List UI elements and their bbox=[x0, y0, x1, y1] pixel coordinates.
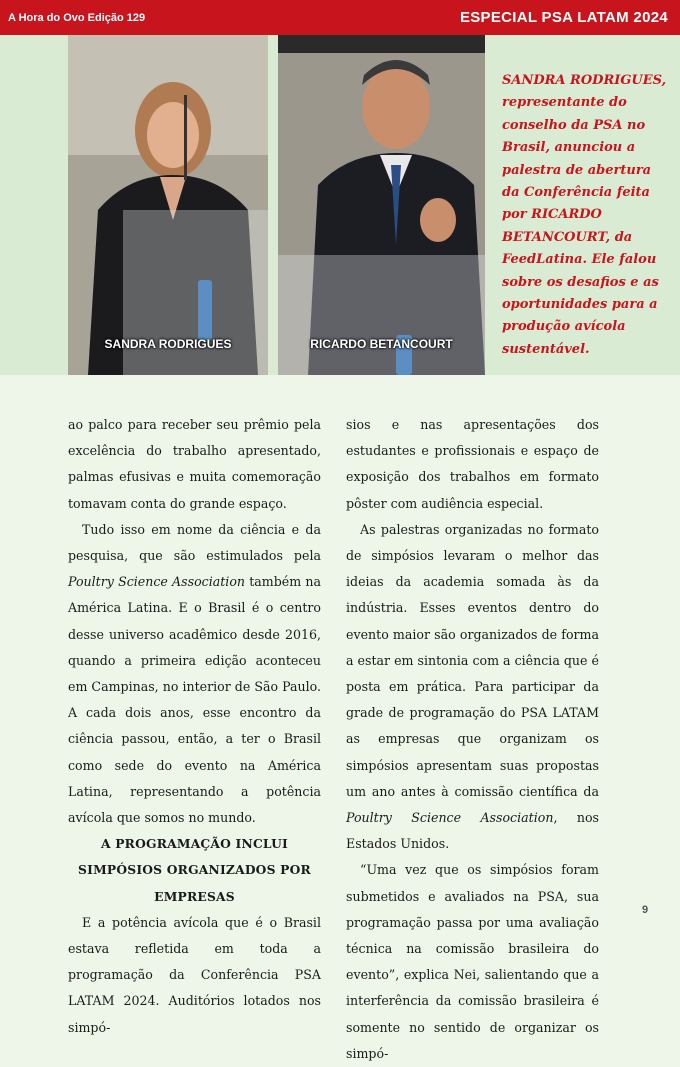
paragraph: E a potência avícola que é o Brasil estava refletida em toda a programação da Conferência PSA LATAM 2024. Auditórios lotados nos simpó- bbox=[68, 914, 321, 1035]
paragraph bbox=[68, 517, 321, 831]
paragraph bbox=[346, 517, 599, 858]
page-header bbox=[0, 0, 680, 35]
text-run: também na América Latina. E o Brasil é o centro desse universo acadêmico desde 2016, quando a primeira edição aconteceu em Campinas, no interior de São Paulo. A cada dois anos, esse encontro da ciência passou, então, a ter o Brasil como sede do evento na América Latina, representando a potência avícola que somos no mundo. bbox=[68, 574, 322, 826]
photo-label-ricardo: RICARDO BETANCOURT bbox=[310, 337, 453, 351]
article-column-right bbox=[346, 412, 599, 1067]
text-run: , nos Estados Unidos. bbox=[346, 810, 599, 852]
paragraph: sios e nas apresentações dos estudantes e profissionais e espaço de exposição dos trabalhos em formato pôster com audiência especial. bbox=[346, 417, 599, 511]
photo-ricardo-betancourt bbox=[278, 35, 485, 375]
paragraph: “Uma vez que os simpósios foram submetidos e avaliados na PSA, sua programação passa por uma avaliação técnica na comissão brasileira do evento”, explica Nei, salientando que a interferência da comissão brasileira é somente no sentido de organizar os simpó- bbox=[346, 862, 599, 1061]
section-subheading: A PROGRAMAÇÃO INCLUI SIMPÓSIOS ORGANIZADOS POR EMPRESAS bbox=[78, 836, 311, 904]
paragraph: ao palco para receber seu prêmio pela excelência do trabalho apresentado, palmas efusivas e muita comemoração tomavam conta do grande espaço. bbox=[68, 417, 321, 511]
text-run: As palestras organizadas no formato de simpósios levaram o melhor das ideias da academia somada às da indústria. Esses eventos dentro do evento maior são organizados de forma a estar em sintonia com a ciência que é posta em prática. Para participar da grade de programação do PSA LATAM as empresas que organizam os simpósios apresentam suas propostas um ano antes à comissão científica da bbox=[346, 521, 599, 799]
magazine-edition: A Hora do Ovo Edição 129 bbox=[8, 11, 146, 24]
page-number: 9 bbox=[642, 904, 649, 916]
speaker-photo-illustration bbox=[278, 35, 485, 375]
text-run: Tudo isso em nome da ciência e da pesquisa, que são estimulados pela bbox=[68, 521, 321, 564]
article-column-left bbox=[68, 412, 321, 1041]
organization-name: Poultry Science Association bbox=[346, 810, 554, 826]
photo-sandra-rodrigues bbox=[68, 35, 268, 375]
organization-name: Poultry Science Association bbox=[68, 574, 246, 590]
photo-caption: SANDRA RODRIGUES, representante do conselho da PSA no Brasil, anunciou a palestra de abertura da Conferência feita por RICARDO BETANCOURT, da FeedLatina. Ele falou sobre os desafios e as oportunidades para a produção avícola sustentável. bbox=[502, 73, 667, 357]
section-title: ESPECIAL PSA LATAM 2024 bbox=[459, 9, 668, 26]
photo-label-sandra: SANDRA RODRIGUES bbox=[104, 337, 232, 351]
speaker-photo-illustration bbox=[68, 35, 268, 375]
